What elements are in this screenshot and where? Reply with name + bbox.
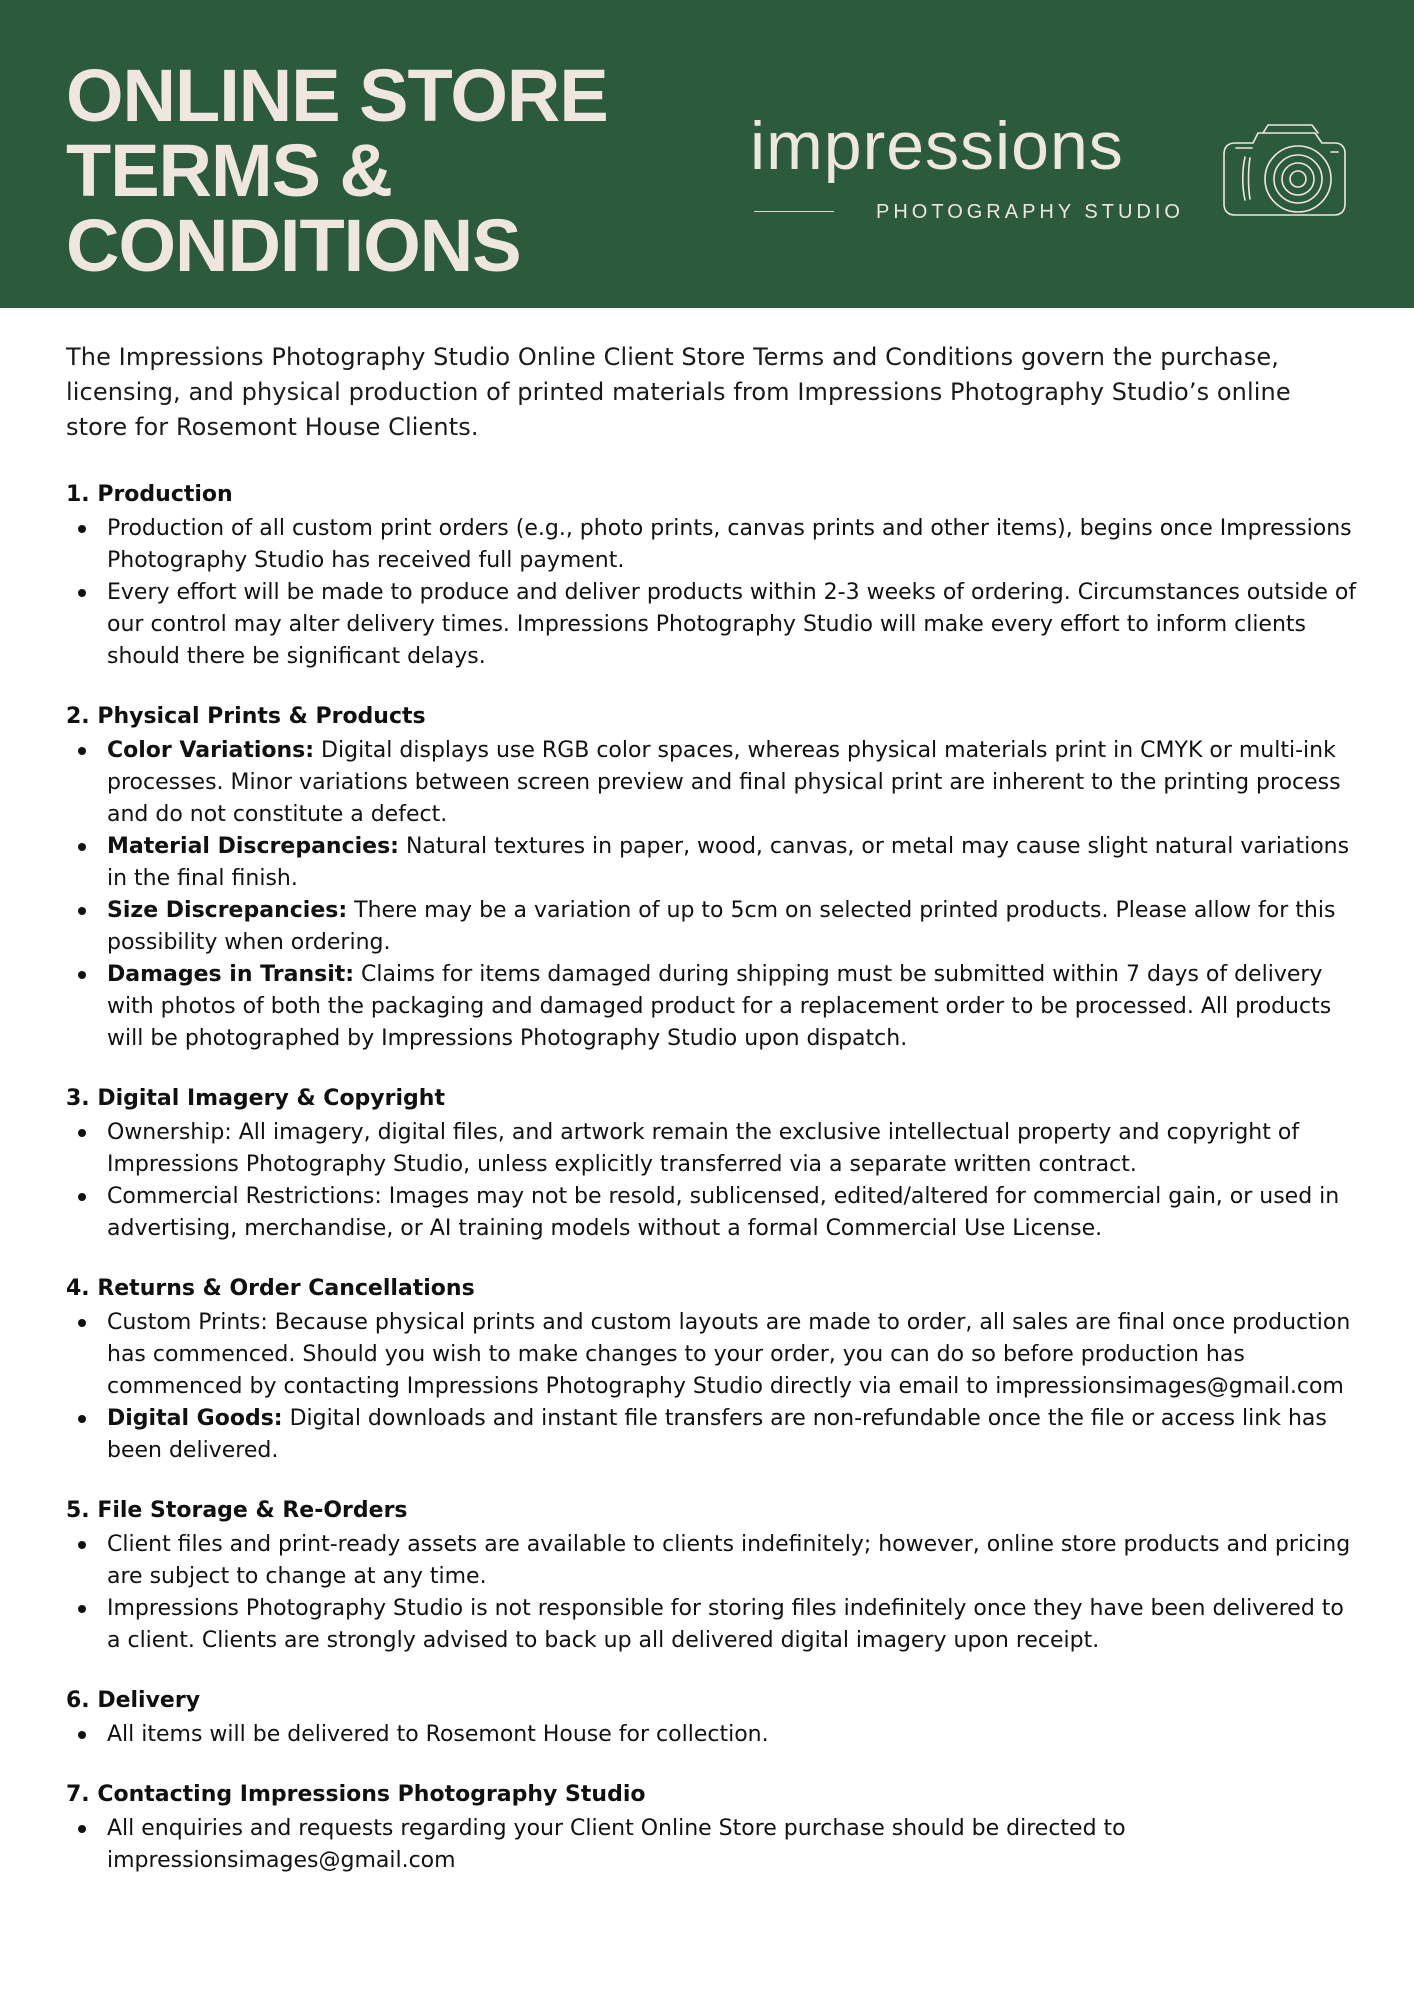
section-list: [66, 1307, 1358, 1467]
studio-logo: [750, 108, 1360, 238]
list-item: [66, 735, 1358, 831]
item-text: Claims for items damaged during shipping must be submitted within 7 days of delivery with photos of both the packaging and damaged product for a replacement order to be processed. All products will be photographed by Impressions Photography Studio upon dispatch.: [107, 962, 1332, 1051]
section-title: 6. Delivery: [66, 1688, 201, 1713]
list-item: [66, 1181, 1358, 1245]
list-item: [66, 577, 1358, 673]
bullet-icon: [78, 589, 86, 597]
item-text: Natural textures in paper, wood, canvas, or metal may cause slight natural variations in the final finish.: [107, 834, 1350, 891]
section-list: [66, 1813, 1358, 1877]
terms-content: [66, 340, 1358, 1905]
item-text: Client files and print-ready assets are available to clients indefinitely; however, online store products and pricing are subject to change at any time.: [107, 1532, 1351, 1589]
logo-tagline: PHOTOGRAPHY STUDIO: [876, 201, 1184, 223]
bullet-icon: [78, 747, 86, 755]
item-text: Digital downloads and instant file transfers are non-refundable once the file or access link has been delivered.: [107, 1406, 1327, 1463]
section-title: 3. Digital Imagery & Copyright: [66, 1086, 445, 1111]
item-text: Custom Prints: Because physical prints and custom layouts are made to order, all sales are final once production has commenced. Should you wish to make changes to your order, you can do so before production has commenced by contacting Impressions Photography Studio directly via email to impressionsimages@gmail.com: [107, 1310, 1351, 1399]
section-title: 2. Physical Prints & Products: [66, 704, 426, 729]
list-item: [66, 1593, 1358, 1657]
bullet-icon: [78, 1129, 86, 1137]
bullet-icon: [78, 1193, 86, 1201]
bullet-icon: [78, 1541, 86, 1549]
section-delivery: [66, 1685, 1358, 1751]
intro-paragraph: The Impressions Photography Studio Online Client Store Terms and Conditions govern the purchase, licensing, and physical production of printed materials from Impressions Photography Studio’s online store for Rosemont House Clients.: [66, 343, 1291, 441]
item-lead: Color Variations:: [107, 738, 315, 763]
section-digital-imagery: [66, 1083, 1358, 1245]
section-list: [66, 735, 1358, 1055]
list-item: [66, 1403, 1358, 1467]
bullet-icon: [78, 1415, 86, 1423]
page-title: [66, 54, 608, 287]
item-lead: Size Discrepancies:: [107, 898, 348, 923]
list-item: [66, 1529, 1358, 1593]
bullet-icon: [78, 525, 86, 533]
bullet-icon: [78, 1319, 86, 1327]
bullet-icon: [78, 971, 86, 979]
bullet-icon: [78, 1731, 86, 1739]
bullet-icon: [78, 907, 86, 915]
page-header: [0, 0, 1414, 308]
item-text: Impressions Photography Studio is not responsible for storing files indefinitely once they have been delivered to a client. Clients are strongly advised to back up all delivered digital imagery upon receipt.: [107, 1596, 1344, 1653]
title-line-1: ONLINE STORE: [66, 54, 608, 137]
list-item: [66, 1117, 1358, 1181]
section-list: [66, 1529, 1358, 1657]
item-lead: Material Discrepancies:: [107, 834, 399, 859]
section-title: 5. File Storage & Re-Orders: [66, 1498, 408, 1523]
logo-wordmark: impressions: [750, 108, 1124, 184]
section-list: [66, 513, 1358, 673]
bullet-icon: [78, 1825, 86, 1833]
item-text: All items will be delivered to Rosemont House for collection.: [107, 1722, 769, 1747]
item-text: Digital displays use RGB color spaces, whereas physical materials print in CMYK or multi-ink processes. Minor variations between screen preview and final physical print are inherent to the printing process and do not constitute a defect.: [107, 738, 1341, 827]
section-contact: [66, 1779, 1358, 1877]
list-item: [66, 959, 1358, 1055]
title-line-3: CONDITIONS: [66, 204, 521, 287]
item-text: Commercial Restrictions: Images may not be resold, sublicensed, edited/altered for commercial gain, or used in advertising, merchandise, or AI training models without a formal Commercial Use License.: [107, 1184, 1340, 1241]
list-item: [66, 1813, 1358, 1877]
section-list: [66, 1117, 1358, 1245]
section-production: [66, 479, 1358, 673]
section-list: [66, 1719, 1358, 1751]
list-item: [66, 1307, 1358, 1403]
logo-underline: [754, 211, 834, 212]
item-text: All enquiries and requests regarding your Client Online Store purchase should be directed to impressionsimages@gmail.com: [107, 1816, 1126, 1873]
item-text: Production of all custom print orders (e.g., photo prints, canvas prints and other items), begins once Impressions Photography Studio has received full payment.: [107, 516, 1352, 573]
list-item: [66, 831, 1358, 895]
item-lead: Digital Goods:: [107, 1406, 283, 1431]
list-item: [66, 513, 1358, 577]
item-text: Ownership: All imagery, digital files, and artwork remain the exclusive intellectual property and copyright of Impressions Photography Studio, unless explicitly transferred via a separate written contract.: [107, 1120, 1300, 1177]
section-title: 4. Returns & Order Cancellations: [66, 1276, 475, 1301]
section-file-storage: [66, 1495, 1358, 1657]
list-item: [66, 895, 1358, 959]
camera-icon: [1220, 114, 1360, 226]
section-physical-prints: [66, 701, 1358, 1055]
section-title: 1. Production: [66, 482, 233, 507]
title-line-2: TERMS &: [66, 129, 392, 212]
item-lead: Damages in Transit:: [107, 962, 355, 987]
bullet-icon: [78, 1605, 86, 1613]
item-text: There may be a variation of up to 5cm on selected printed products. Please allow for this possibility when ordering.: [107, 898, 1336, 955]
section-title: 7. Contacting Impressions Photography Studio: [66, 1782, 646, 1807]
item-text: Every effort will be made to produce and deliver products within 2-3 weeks of ordering. Circumstances outside of our control may alter delivery times. Impressions Photography Studio will make every effort to inform clients should there be significant delays.: [107, 580, 1357, 669]
section-returns: [66, 1273, 1358, 1467]
list-item: [66, 1719, 1358, 1751]
bullet-icon: [78, 843, 86, 851]
